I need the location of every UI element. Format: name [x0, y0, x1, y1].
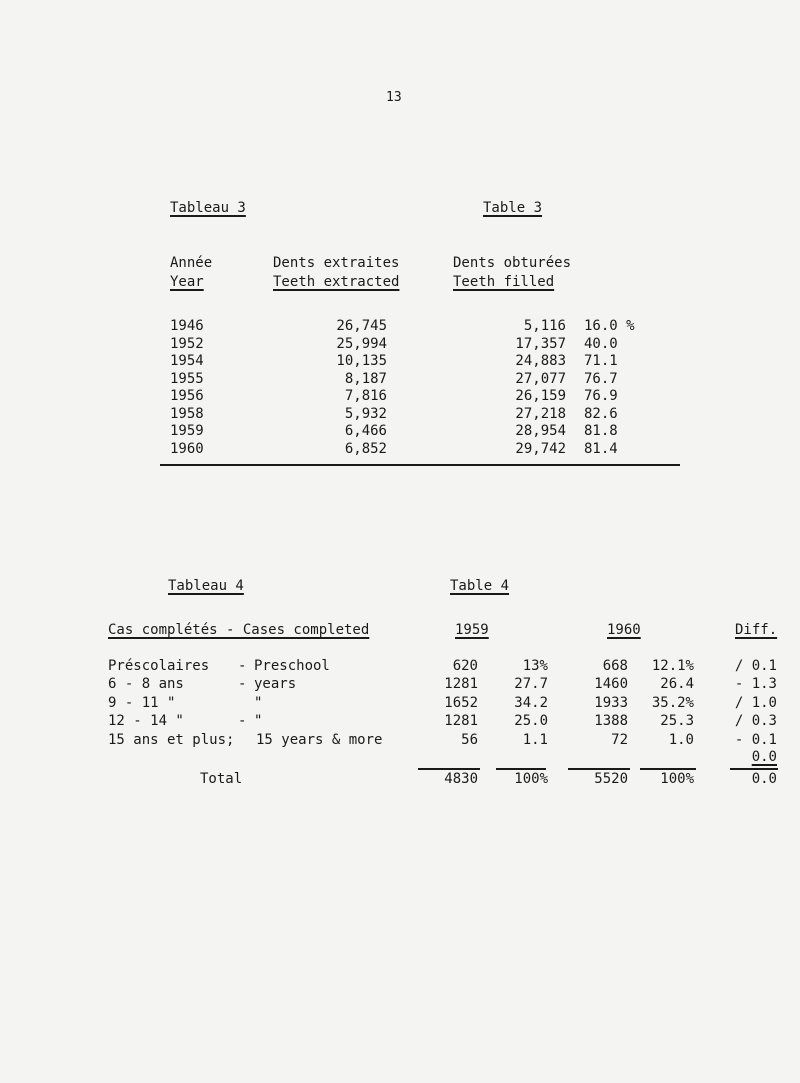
table3-row — [0, 353, 800, 371]
age-group-sep: - — [238, 713, 247, 730]
count-1959: 1281 — [444, 713, 478, 730]
diff-value: / 0.1 — [734, 658, 777, 674]
header-extracted-fr: Dents extraites — [273, 255, 400, 271]
header-filled-fr: Dents obturées — [453, 255, 572, 271]
total-n60: 5520 — [594, 771, 628, 787]
age-group-fr: 15 ans et plus; — [108, 731, 235, 748]
age-group-en: " — [254, 694, 263, 711]
age-group-fr: 6 - 8 ans — [108, 676, 184, 693]
table3-year: 1946 — [170, 318, 204, 334]
header-1960: 1960 — [607, 622, 641, 638]
page-number: 13 — [386, 90, 402, 105]
total-label: Total — [200, 771, 243, 787]
table4-title-en: Table 4 — [450, 578, 510, 594]
table3-row — [0, 371, 800, 389]
table3-year: 1956 — [170, 388, 204, 404]
table3-extracted: 6,466 — [344, 423, 387, 439]
table3-extracted: 26,745 — [336, 318, 387, 334]
age-group-en: " — [254, 713, 263, 730]
table3-year: 1960 — [170, 440, 204, 457]
table3-year: 1952 — [170, 335, 204, 352]
total-row — [0, 771, 800, 789]
header-extracted-en: Teeth extracted — [273, 274, 400, 290]
table3-extracted: 5,932 — [344, 405, 387, 422]
header-cases: Cas complétés - Cases completed — [108, 622, 370, 638]
table4-row — [0, 695, 800, 713]
count-1959: 620 — [452, 658, 478, 674]
table3-filled: 27,077 — [515, 370, 566, 387]
count-1960: 1460 — [594, 676, 628, 693]
pct-1960: 35.2% — [651, 694, 694, 711]
table3-pct: 71.1 — [584, 353, 618, 369]
age-group-en: 15 years & more — [256, 731, 383, 748]
table3-pct: 81.4 — [584, 440, 618, 457]
pct-1959: 13% — [522, 658, 548, 674]
table3-row — [0, 441, 800, 459]
table3-pct: 81.8 — [584, 423, 618, 439]
count-1960: 1933 — [594, 694, 628, 711]
table4-row — [0, 713, 800, 731]
table3-title-fr: Tableau 3 — [170, 200, 246, 216]
pct-1959: 25.0 — [514, 713, 548, 730]
table3-extracted: 10,135 — [336, 353, 387, 369]
count-1960: 1388 — [594, 713, 628, 730]
pct-1960: 1.0 — [668, 731, 694, 748]
age-group-en: years — [254, 676, 297, 693]
total-rule-n60 — [568, 768, 630, 770]
diff-value: - 0.1 — [734, 731, 777, 748]
table3-filled: 27,218 — [515, 405, 566, 422]
diff-value: / 0.3 — [734, 713, 777, 730]
total-rule-n59 — [418, 768, 480, 770]
total-diff: 0.0 — [751, 771, 777, 787]
age-group-fr: 9 - 11 " — [108, 694, 176, 711]
count-1959: 56 — [461, 731, 478, 748]
total-n59: 4830 — [444, 771, 478, 787]
table3-pct: 16.0 % — [584, 318, 635, 334]
table3-row — [0, 388, 800, 406]
table4-title-fr: Tableau 4 — [168, 578, 244, 594]
table3-extracted: 7,816 — [344, 388, 387, 404]
pct-1960: 26.4 — [660, 676, 694, 693]
table3-bottom-rule — [160, 464, 680, 466]
diff-value: - 1.3 — [734, 676, 777, 693]
count-1959: 1281 — [444, 676, 478, 693]
table4-row — [0, 676, 800, 694]
age-group-fr: 12 - 14 " — [108, 713, 184, 730]
table3-row — [0, 336, 800, 354]
age-group-en: Preschool — [254, 658, 330, 674]
table3-extracted: 25,994 — [336, 335, 387, 352]
table4-row — [0, 658, 800, 676]
total-rule-p60 — [640, 768, 696, 770]
count-1960: 668 — [602, 658, 628, 674]
pct-1960: 12.1% — [651, 658, 694, 674]
table4-row — [0, 732, 800, 750]
table3-year: 1955 — [170, 370, 204, 387]
table3-pct: 76.7 — [584, 370, 618, 387]
table3-filled: 29,742 — [515, 440, 566, 457]
total-rule-p59 — [496, 768, 546, 770]
table3-filled: 5,116 — [523, 318, 566, 334]
header-year-fr: Année — [170, 255, 213, 271]
pct-1959: 27.7 — [514, 676, 548, 693]
diff-value: / 1.0 — [734, 694, 777, 711]
table3-year: 1959 — [170, 423, 204, 439]
table3-filled: 17,357 — [515, 335, 566, 352]
diff-subtotal: 0.0 — [751, 749, 777, 765]
table3-extracted: 6,852 — [344, 440, 387, 457]
table3-year: 1958 — [170, 405, 204, 422]
table3-year: 1954 — [170, 353, 204, 369]
total-rule-diff — [730, 768, 778, 770]
table3-filled: 28,954 — [515, 423, 566, 439]
total-p59: 100% — [514, 771, 548, 787]
table3-row — [0, 406, 800, 424]
age-group-fr: Préscolaires — [108, 658, 210, 674]
header-diff: Diff. — [735, 622, 778, 638]
header-year-en: Year — [170, 274, 204, 290]
pct-1959: 34.2 — [514, 694, 548, 711]
header-filled-en: Teeth filled — [453, 274, 555, 290]
table3-filled: 24,883 — [515, 353, 566, 369]
table3-pct: 76.9 — [584, 388, 618, 404]
age-group-sep: - — [238, 676, 247, 693]
pct-1960: 25.3 — [660, 713, 694, 730]
table3-title-en: Table 3 — [483, 200, 543, 216]
table3-pct: 40.0 — [584, 335, 618, 352]
age-group-sep: - — [238, 658, 247, 674]
table3-filled: 26,159 — [515, 388, 566, 404]
header-1959: 1959 — [455, 622, 489, 638]
pct-1959: 1.1 — [522, 731, 548, 748]
total-p60: 100% — [660, 771, 694, 787]
table3-extracted: 8,187 — [344, 370, 387, 387]
table3-pct: 82.6 — [584, 405, 618, 422]
table3-row — [0, 318, 800, 336]
table3-row — [0, 423, 800, 441]
count-1960: 72 — [611, 731, 628, 748]
count-1959: 1652 — [444, 694, 478, 711]
